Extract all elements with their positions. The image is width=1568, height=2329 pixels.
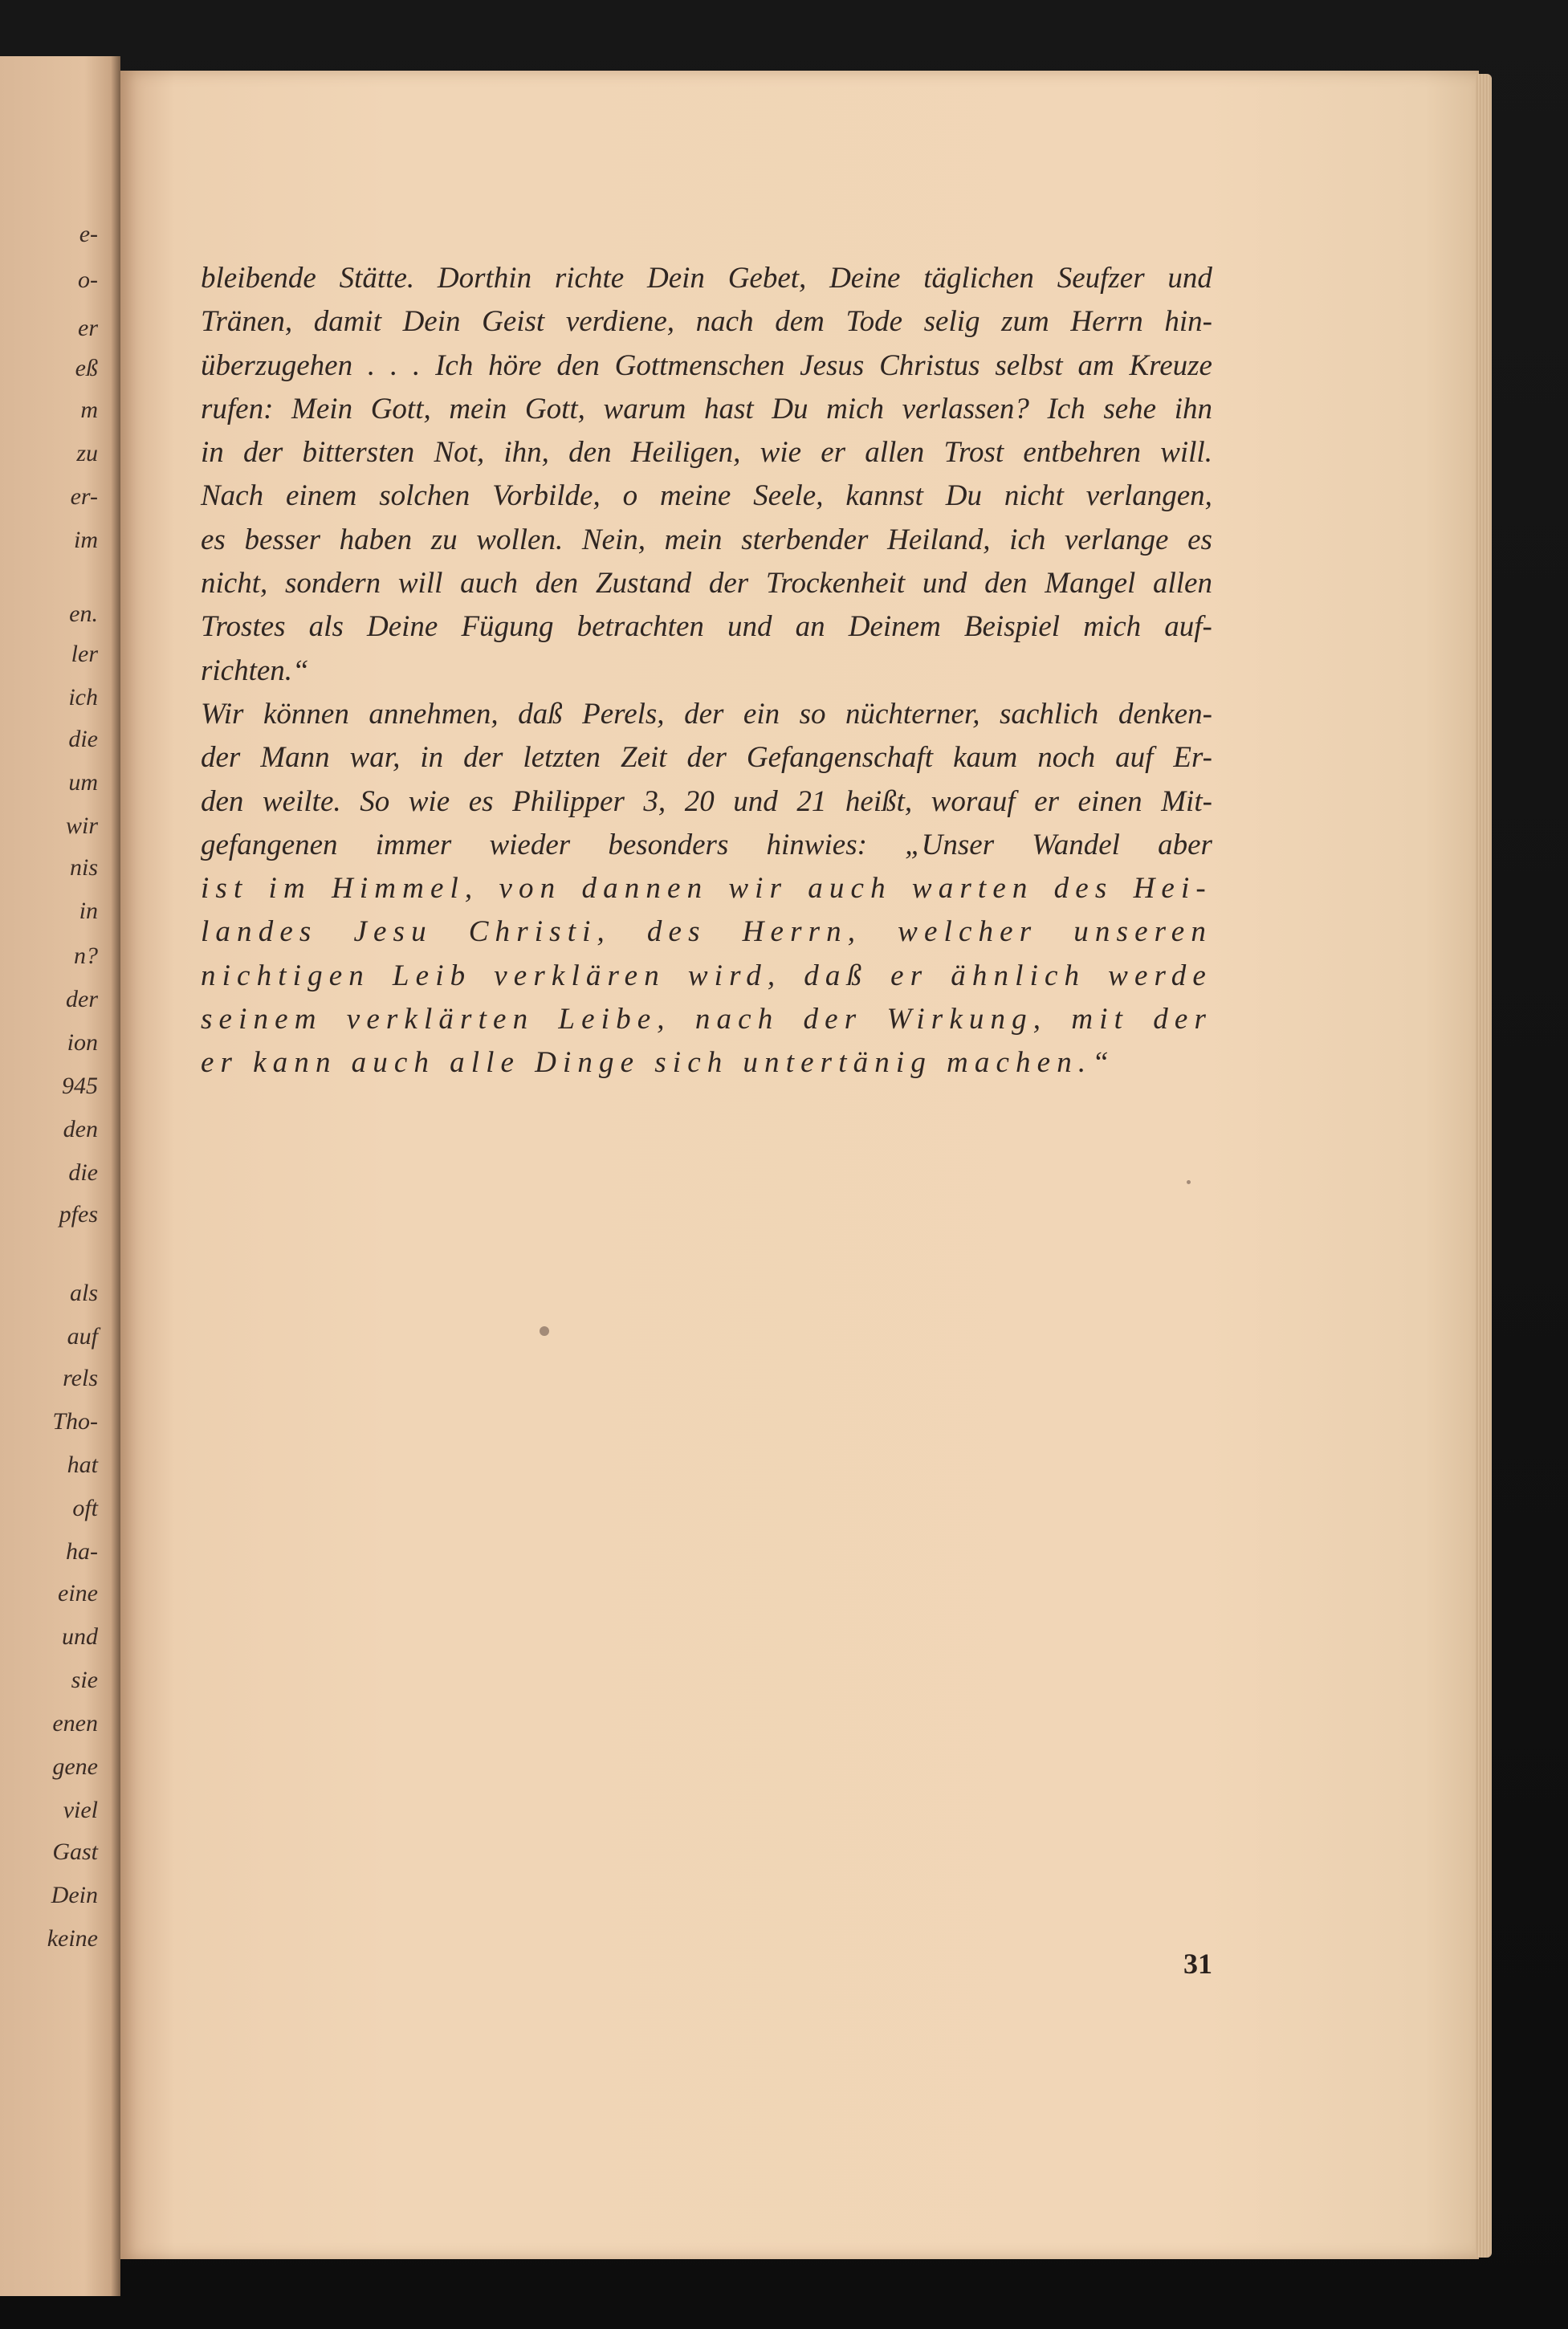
text-line: gefangenen immer wieder besonders hinwies: „Unser Wandel aber — [201, 828, 1212, 861]
left-page-fragment: Gast — [52, 1838, 98, 1865]
text-line: in der bittersten Not, ihn, den Heiligen, wie er allen Trost entbehren will. — [201, 436, 1212, 470]
text-line: richten.“ — [201, 654, 309, 687]
left-page-fragment: sie — [71, 1667, 98, 1693]
left-page-fragment: viel — [63, 1797, 98, 1823]
left-page-fragment: rels — [63, 1365, 98, 1391]
page-edges — [1476, 74, 1492, 2258]
left-page-fragment: zu — [76, 440, 98, 466]
left-page-fragment: er — [78, 315, 98, 341]
text-line: seinem verklärten Leibe, nach der Wirkung, mit der — [201, 1003, 1212, 1036]
left-page-fragment: im — [74, 527, 98, 553]
text-line: bleibende Stätte. Dorthin richte Dein Gebet, Deine täglichen Seufzer und — [201, 262, 1212, 295]
left-page-fragment: ich — [68, 684, 98, 711]
left-page-fragment: e- — [79, 221, 98, 247]
text-line: Nach einem solchen Vorbilde, o meine Seele, kannst Du nicht verlangen, — [201, 479, 1212, 513]
left-page-fragment: auf — [67, 1323, 98, 1350]
text-line: nicht, sondern will auch den Zustand der Trockenheit und den Mangel allen — [201, 567, 1212, 601]
paper-speck — [540, 1326, 549, 1336]
text-line: der Mann war, in der letzten Zeit der Gefangenschaft kaum noch auf Er- — [201, 741, 1212, 775]
left-page-fragment: nis — [69, 854, 98, 881]
left-page-fragment: die — [68, 726, 98, 752]
left-page-fragment: ler — [71, 641, 98, 667]
left-page-fragment: gene — [52, 1753, 98, 1780]
left-page-fragment: Dein — [51, 1882, 98, 1908]
left-page-fragment: keine — [47, 1925, 98, 1952]
text-line: es besser haben zu wollen. Nein, mein sterbender Heiland, ich verlange es — [201, 523, 1212, 556]
left-page-fragment: pfes — [59, 1201, 98, 1228]
text-line: überzugehen . . . Ich höre den Gottmenschen Jesus Christus selbst am Kreuze — [201, 348, 1212, 382]
left-page-fragment: die — [68, 1159, 98, 1186]
text-line: landes Jesu Christi, des Herrn, welcher unseren — [201, 915, 1212, 949]
text-line: ist im Himmel, von dannen wir auch warten des Hei- — [201, 872, 1212, 906]
left-page-fragment: o- — [78, 267, 98, 293]
left-page-fragment: den — [63, 1116, 98, 1142]
left-page-fragment: enen — [52, 1710, 98, 1737]
left-page-fragment: ion — [67, 1029, 98, 1056]
body-text — [201, 257, 1212, 1085]
text-line: Trostes als Deine Fügung betrachten und an Deinem Beispiel mich auf- — [201, 610, 1212, 644]
left-page-fragment: Tho- — [52, 1408, 98, 1435]
text-line: er kann auch alle Dinge sich untertänig machen.“ — [201, 1046, 1115, 1080]
left-page-fragment: 945 — [62, 1073, 98, 1099]
left-page-fragment: um — [68, 769, 98, 796]
text-line: nichtigen Leib verklären wird, daß er ähnlich werde — [201, 959, 1212, 992]
left-page-fragment: eß — [75, 355, 98, 381]
left-page-fragment: m — [80, 397, 98, 423]
left-page-fragment: oft — [72, 1495, 98, 1521]
left-page-fragment: er- — [70, 483, 98, 510]
left-page-fragment: eine — [58, 1580, 98, 1606]
left-page-fragment: der — [66, 986, 98, 1012]
left-page-fragment: n? — [74, 943, 98, 969]
text-line: rufen: Mein Gott, mein Gott, warum hast Du mich verlassen? Ich sehe ihn — [201, 392, 1212, 425]
left-facing-page — [0, 56, 120, 2296]
page-number: 31 — [1183, 1948, 1212, 1980]
left-page-fragment: wir — [65, 812, 98, 839]
left-page-fragment: in — [79, 898, 98, 924]
left-page-fragment: und — [62, 1623, 98, 1650]
text-line: Tränen, damit Dein Geist verdiene, nach dem Tode selig zum Herrn hin- — [201, 305, 1212, 339]
text-line: Wir können annehmen, daß Perels, der ein so nüchterner, sachlich denken- — [201, 697, 1212, 731]
left-page-fragment: ha- — [66, 1538, 98, 1565]
text-line: den weilte. So wie es Philipper 3, 20 und 21 heißt, worauf er einen Mit- — [201, 784, 1212, 818]
left-page-fragment: als — [69, 1280, 98, 1306]
left-page-fragment: en. — [69, 601, 98, 627]
left-page-fragment: hat — [67, 1452, 98, 1478]
paper-speck — [1187, 1180, 1191, 1184]
